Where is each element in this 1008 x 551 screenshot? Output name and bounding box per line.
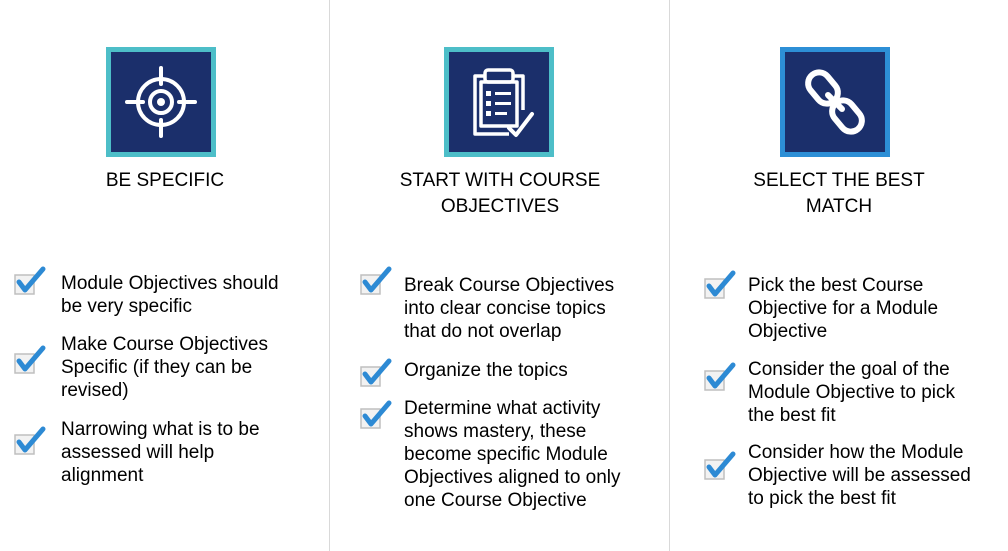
target-icon [121,62,201,142]
checkbox-check-icon [704,362,736,392]
list-item-text: Consider the goal of the Module Objective to pick the best fit [748,359,955,426]
checkbox-check-icon [14,345,46,375]
checkbox-check-icon [360,400,392,430]
checkbox-check-icon [360,358,392,388]
column-heading: START WITH COURSE OBJECTIVES [399,170,601,217]
target-icon-tile [106,47,216,157]
list-item-text: Narrowing what is to be assessed will help alignment [61,419,260,486]
clipboard-icon-tile [444,47,554,157]
list-item-text: Module Objectives should be very specific [61,273,279,317]
column-be-specific [0,0,330,551]
checkbox-check-icon [704,451,736,481]
chain-link-icon-tile [780,47,890,157]
list-item-text: Pick the best Course Objective for a Module Objective [748,275,939,342]
chain-link-icon [795,62,875,142]
list-item-text: Organize the topics [404,360,568,381]
column-start-with-course-objectives [330,0,670,551]
column-heading: SELECT THE BEST MATCH [753,170,925,217]
list-item-text: Make Course Objectives Specific (if they can be revised) [61,334,268,401]
column-heading: BE SPECIFIC [105,170,225,191]
checkbox-check-icon [704,270,736,300]
clipboard-checklist-icon [459,62,539,142]
list-item-text: Determine what activity shows mastery, these become specific Module Objectives aligned to only one Course Objective [404,398,621,511]
checkbox-check-icon [14,426,46,456]
column-select-the-best-match [670,0,1008,551]
checkbox-check-icon [14,266,46,296]
list-item-text: Consider how the Module Objective will be assessed to pick the best fit [748,442,971,509]
list-item-text: Break Course Objectives into clear concise topics that do not overlap [404,275,615,342]
checkbox-check-icon [360,266,392,296]
